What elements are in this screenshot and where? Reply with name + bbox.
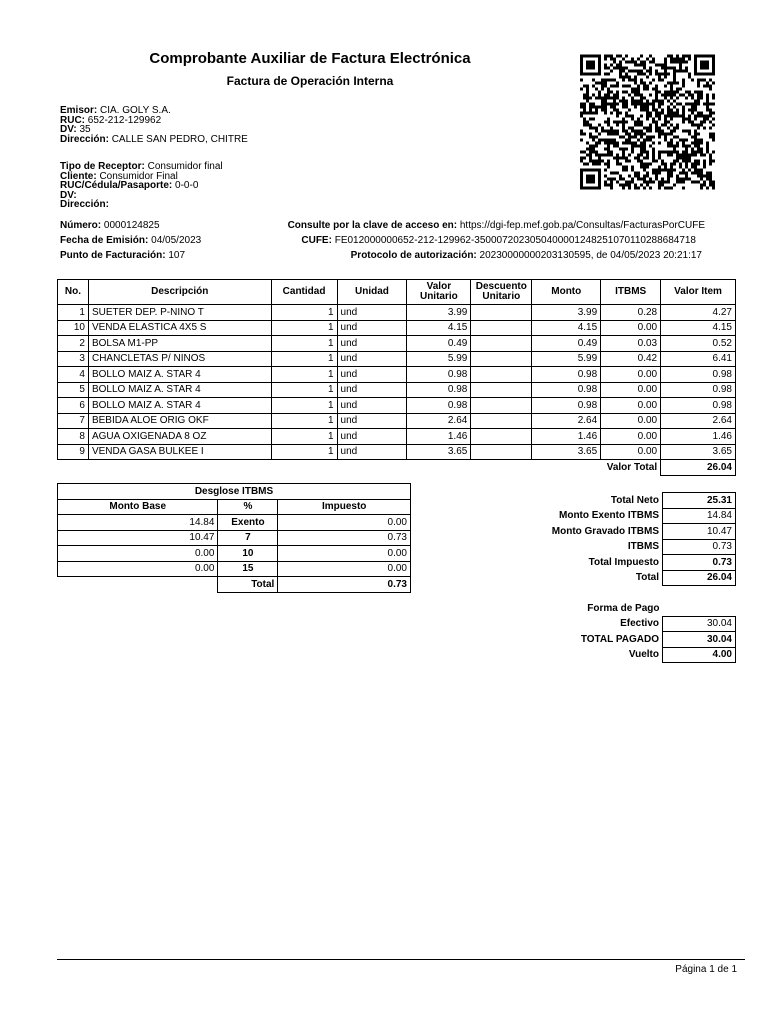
fecha-label: Fecha de Emisión: [60,235,149,246]
table-row [58,429,736,445]
table-cell: 2.64 [532,413,601,429]
table-cell: VENDA GASA BULKEE I [88,444,271,460]
total-row [520,508,736,524]
table-cell: 2.64 [407,413,471,429]
pago-row [520,632,736,648]
table-cell: und [337,336,407,352]
table-cell [471,320,532,336]
punto-value: 107 [168,250,186,261]
total-label: Total Neto [610,494,659,506]
total-value: 10.47 [663,524,736,540]
receptor-ruc-label: RUC/Cédula/Pasaporte: [60,180,173,191]
table-cell: 0.49 [407,336,471,352]
emisor-ruc-value: 652-212-129962 [87,114,162,126]
emisor-label: Emisor: [60,105,98,116]
cufe-value: FE012000000652-212-129962-3500072023050400001248251070110288684718 [334,235,696,246]
table-cell: 3 [58,351,89,367]
table-cell: 0.52 [661,336,736,352]
forma-pago-label: Forma de Pago [587,603,660,614]
table-cell: 10 [58,320,89,336]
itbms-cell: 0.00 [58,561,218,577]
itbms-cell: 0.73 [278,530,411,546]
total-row [520,570,736,586]
table-cell: VENDA ELASTICA 4X5 S [88,320,271,336]
table-cell: 5.99 [407,351,471,367]
total-value: 26.04 [663,570,736,586]
numero-label: Número: [60,220,102,231]
itbms-cell: 15 [218,561,278,577]
col-header: Descripción [88,280,271,305]
table-cell: 1.46 [407,429,471,445]
punto-line [60,250,185,261]
table-cell: 0.00 [601,413,661,429]
table-cell: 0.98 [407,382,471,398]
table-cell: und [337,398,407,414]
table-cell: 4.15 [661,320,736,336]
table-cell: 3.65 [407,444,471,460]
table-cell: 5.99 [532,351,601,367]
table-cell: und [337,320,407,336]
table-cell: und [337,382,407,398]
table-row [58,336,736,352]
valor-total-row [58,460,736,476]
total-row [520,493,736,509]
itbms-cell: 0.00 [58,546,218,562]
table-cell: 0.42 [601,351,661,367]
table-cell [471,413,532,429]
itbms-total-value: 0.73 [278,577,411,593]
total-label: Total [635,572,659,584]
emisor-block [60,106,248,144]
numero-value: 0000124825 [103,220,160,231]
table-cell [471,382,532,398]
itbms-cell: Exento [218,515,278,531]
total-row [520,539,736,555]
table-cell: 2.64 [661,413,736,429]
fecha-line [60,235,201,246]
cufe-line [250,235,696,246]
table-cell [471,429,532,445]
items-table [57,279,736,476]
table-cell: 1 [271,305,337,321]
table-cell [471,444,532,460]
total-label: ITBMS [627,541,659,553]
table-cell: 1.46 [661,429,736,445]
table-cell: 1 [271,398,337,414]
receptor-tipo-label: Tipo de Receptor: [60,161,145,172]
table-cell: 6.41 [661,351,736,367]
table-cell: und [337,413,407,429]
table-row [58,413,736,429]
total-label: Total Impuesto [588,556,659,568]
itbms-cell: 7 [218,530,278,546]
table-cell: 3.65 [661,444,736,460]
fecha-value: 04/05/2023 [151,235,202,246]
totals-table [520,492,736,586]
table-cell: BOLLO MAIZ A. STAR 4 [88,367,271,383]
itbms-cell: 10 [218,546,278,562]
table-cell: SUETER DEP. P-NINO T [88,305,271,321]
table-cell: 9 [58,444,89,460]
total-value: 25.31 [663,493,736,509]
table-cell: 0.00 [601,382,661,398]
itbms-row [58,546,411,562]
punto-label: Punto de Facturación: [60,250,166,261]
consulte-line [250,220,705,231]
table-cell: 0.98 [661,367,736,383]
table-cell: 1 [271,351,337,367]
table-cell [471,305,532,321]
col-header: Unidad [337,280,407,305]
table-cell: BOLLO MAIZ A. STAR 4 [88,398,271,414]
consulte-url[interactable]: https://dgi-fep.mef.gob.pa/Consultas/FacturasPorCUFE [459,220,705,231]
pago-label: Efectivo [620,618,659,630]
table-cell: 8 [58,429,89,445]
table-cell: 4.27 [661,305,736,321]
valor-total-label: Valor Total [606,462,658,473]
table-cell: 3.99 [532,305,601,321]
document-title: Comprobante Auxiliar de Factura Electrónica [149,50,471,67]
itbms-cell: 10.47 [58,530,218,546]
table-cell: 0.00 [601,429,661,445]
table-row [58,305,736,321]
table-cell: BEBIDA ALOE ORIG OKF [88,413,271,429]
table-cell [471,351,532,367]
qr-code [580,52,715,192]
table-cell: CHANCLETAS P/ NINOS [88,351,271,367]
itbms-cell: 0.00 [278,546,411,562]
valor-total-value: 26.04 [661,460,736,476]
table-cell: 0.00 [601,367,661,383]
total-row [520,555,736,571]
receptor-cliente-value: Consumidor Final [99,170,178,182]
cufe-label: CUFE: [301,235,332,246]
table-cell: 1 [271,413,337,429]
table-cell: 0.98 [532,382,601,398]
table-cell: 1 [271,444,337,460]
emisor-dv-value: 35 [79,124,91,135]
table-row [58,320,736,336]
total-value: 14.84 [663,508,736,524]
col-header: Valor Item [661,280,736,305]
emisor-direccion-value: CALLE SAN PEDRO, CHITRE [111,133,248,145]
pago-label: Vuelto [628,649,659,661]
pago-value: 30.04 [663,616,736,632]
table-cell: 1 [271,367,337,383]
protocolo-value: 20230000000203130595, de 04/05/2023 20:21:17 [479,250,702,261]
pago-row [520,616,736,632]
table-cell: 0.98 [661,382,736,398]
table-cell [471,336,532,352]
total-value: 0.73 [663,555,736,571]
receptor-cliente-label: Cliente: [60,170,97,182]
table-cell: 0.49 [532,336,601,352]
receptor-dv-label: DV: [60,189,77,201]
table-cell [471,367,532,383]
table-cell: BOLSA M1-PP [88,336,271,352]
table-cell: und [337,367,407,383]
emisor-ruc-label: RUC: [60,114,85,126]
table-cell: AGUA OXIGENADA 8 OZ [88,429,271,445]
table-cell: 0.98 [407,398,471,414]
col-header: Descuento Unitario [471,280,532,305]
col-header: Valor Unitario [407,280,471,305]
table-row [58,382,736,398]
table-cell: 0.28 [601,305,661,321]
table-cell: 0.00 [601,320,661,336]
emisor-direccion-label: Dirección: [60,133,109,145]
itbms-col-header: % [218,499,278,515]
table-cell: 5 [58,382,89,398]
table-cell: 1 [271,336,337,352]
col-header: No. [58,280,89,305]
table-cell: 3.65 [532,444,601,460]
itbms-col-header: Impuesto [278,499,411,515]
total-label: Monto Exento ITBMS [559,510,659,522]
itbms-row [58,530,411,546]
table-cell: 1 [271,429,337,445]
pago-row [520,647,736,663]
items-header-row [58,280,736,305]
table-cell: 2 [58,336,89,352]
table-cell: und [337,444,407,460]
itbms-col-header: Monto Base [58,499,218,515]
pago-value: 4.00 [663,647,736,663]
table-cell: und [337,305,407,321]
table-cell: 4.15 [532,320,601,336]
page-number: Página 1 de 1 [675,964,737,975]
total-label: Monto Gravado ITBMS [551,525,659,537]
payment-table [520,601,736,663]
table-cell: 6 [58,398,89,414]
table-cell: 4.15 [407,320,471,336]
itbms-total-label: Total [218,577,278,593]
total-value: 0.73 [663,539,736,555]
table-cell [471,398,532,414]
table-cell: BOLLO MAIZ A. STAR 4 [88,382,271,398]
itbms-cell: 14.84 [58,515,218,531]
itbms-row [58,561,411,577]
table-cell: 0.98 [532,398,601,414]
table-cell: 0.00 [601,444,661,460]
itbms-row [58,515,411,531]
table-cell: 7 [58,413,89,429]
emisor-value: CIA. GOLY S.A. [100,105,171,116]
table-row [58,351,736,367]
col-header: ITBMS [601,280,661,305]
receptor-block [60,162,223,210]
table-row [58,367,736,383]
table-cell: 0.00 [601,398,661,414]
table-row [58,444,736,460]
pago-label: TOTAL PAGADO [580,633,659,645]
table-cell: 3.99 [407,305,471,321]
pago-value: 30.04 [663,632,736,648]
footer-divider [57,959,745,960]
receptor-direccion-label: Dirección: [60,199,109,210]
table-cell: und [337,351,407,367]
table-cell: 1 [271,320,337,336]
table-cell: 1 [271,382,337,398]
itbms-table [57,483,411,593]
table-row [58,398,736,414]
table-cell: 4 [58,367,89,383]
protocolo-label: Protocolo de autorización: [350,250,477,261]
receptor-tipo-value: Consumidor final [147,161,223,172]
itbms-title: Desglose ITBMS [58,484,411,500]
col-header: Cantidad [271,280,337,305]
emisor-dv-label: DV: [60,124,77,135]
table-cell: 1 [58,305,89,321]
table-cell: und [337,429,407,445]
table-cell: 0.03 [601,336,661,352]
itbms-cell: 0.00 [278,561,411,577]
protocolo-line [250,250,702,261]
table-cell: 0.98 [407,367,471,383]
itbms-cell: 0.00 [278,515,411,531]
document-subtitle: Factura de Operación Interna [226,74,394,88]
total-row [520,524,736,540]
col-header: Monto [532,280,601,305]
table-cell: 1.46 [532,429,601,445]
consulte-label: Consulte por la clave de acceso en: [287,220,458,231]
table-cell: 0.98 [532,367,601,383]
receptor-ruc-value: 0-0-0 [175,180,199,191]
numero-line [60,220,160,231]
table-cell: 0.98 [661,398,736,414]
